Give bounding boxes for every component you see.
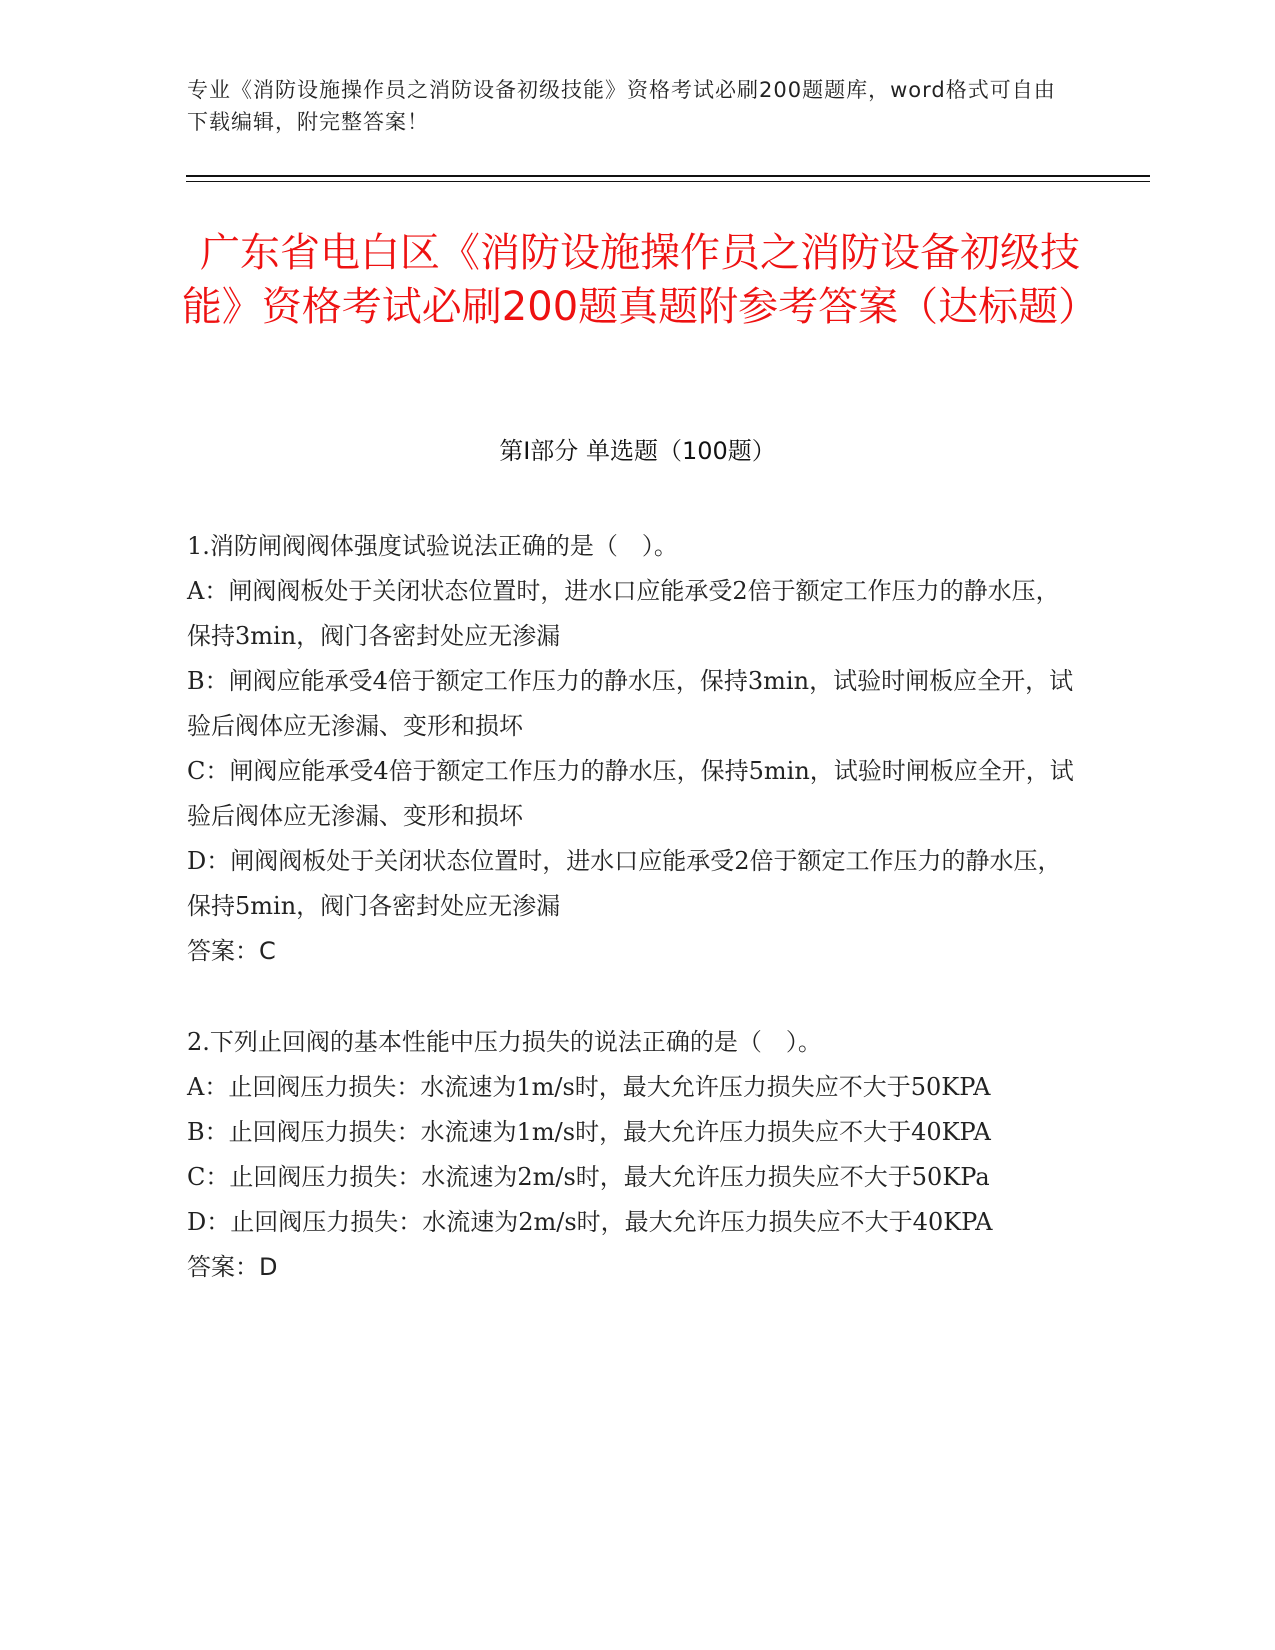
- option-d: D：闸阀阀板处于关闭状态位置时，进水口应能承受2倍于额定工作压力的静水压，保持5min，阀门各密封处应无渗漏: [187, 847, 1062, 920]
- option-b: B：闸阀应能承受4倍于额定工作压力的静水压，保持3min，试验时闸板应全开，试验后阀体应无渗漏、变形和损坏: [187, 667, 1074, 740]
- header-divider-thick: [186, 175, 1150, 177]
- header-divider-thin: [186, 181, 1150, 182]
- section-heading: 第Ⅰ部分 单选题（100题）: [499, 437, 776, 465]
- question-stem: 2.下列止回阀的基本性能中压力损失的说法正确的是（ ）。: [187, 1028, 822, 1056]
- answer-text: 答案：D: [187, 1253, 278, 1281]
- answer-text: 答案：C: [187, 937, 276, 965]
- option-a: A：止回阀压力损失：水流速为1m/s时，最大允许压力损失应不大于50KPA: [187, 1073, 991, 1101]
- option-c: C：闸阀应能承受4倍于额定工作压力的静水压，保持5min，试验时闸板应全开，试验后阀体应无渗漏、变形和损坏: [187, 757, 1074, 830]
- question-item: [187, 1020, 1077, 1290]
- header-note: 专业《消防设施操作员之消防设备初级技能》资格考试必刷200题题库，word格式可自由下载编辑，附完整答案！: [187, 78, 1056, 134]
- question-item: [187, 524, 1077, 974]
- option-c: C：止回阀压力损失：水流速为2m/s时，最大允许压力损失应不大于50KPa: [187, 1163, 990, 1191]
- question-stem: 1.消防闸阀阀体强度试验说法正确的是（ ）。: [187, 532, 678, 560]
- option-a: A：闸阀阀板处于关闭状态位置时，进水口应能承受2倍于额定工作压力的静水压，保持3min，阀门各密封处应无渗漏: [187, 577, 1060, 650]
- document-title: 广东省电白区《消防设施操作员之消防设备初级技能》资格考试必刷200题真题附参考答案（达标题）: [181, 230, 1099, 330]
- option-b: B：止回阀压力损失：水流速为1m/s时，最大允许压力损失应不大于40KPA: [187, 1118, 991, 1146]
- option-d: D：止回阀压力损失：水流速为2m/s时，最大允许压力损失应不大于40KPA: [187, 1208, 993, 1236]
